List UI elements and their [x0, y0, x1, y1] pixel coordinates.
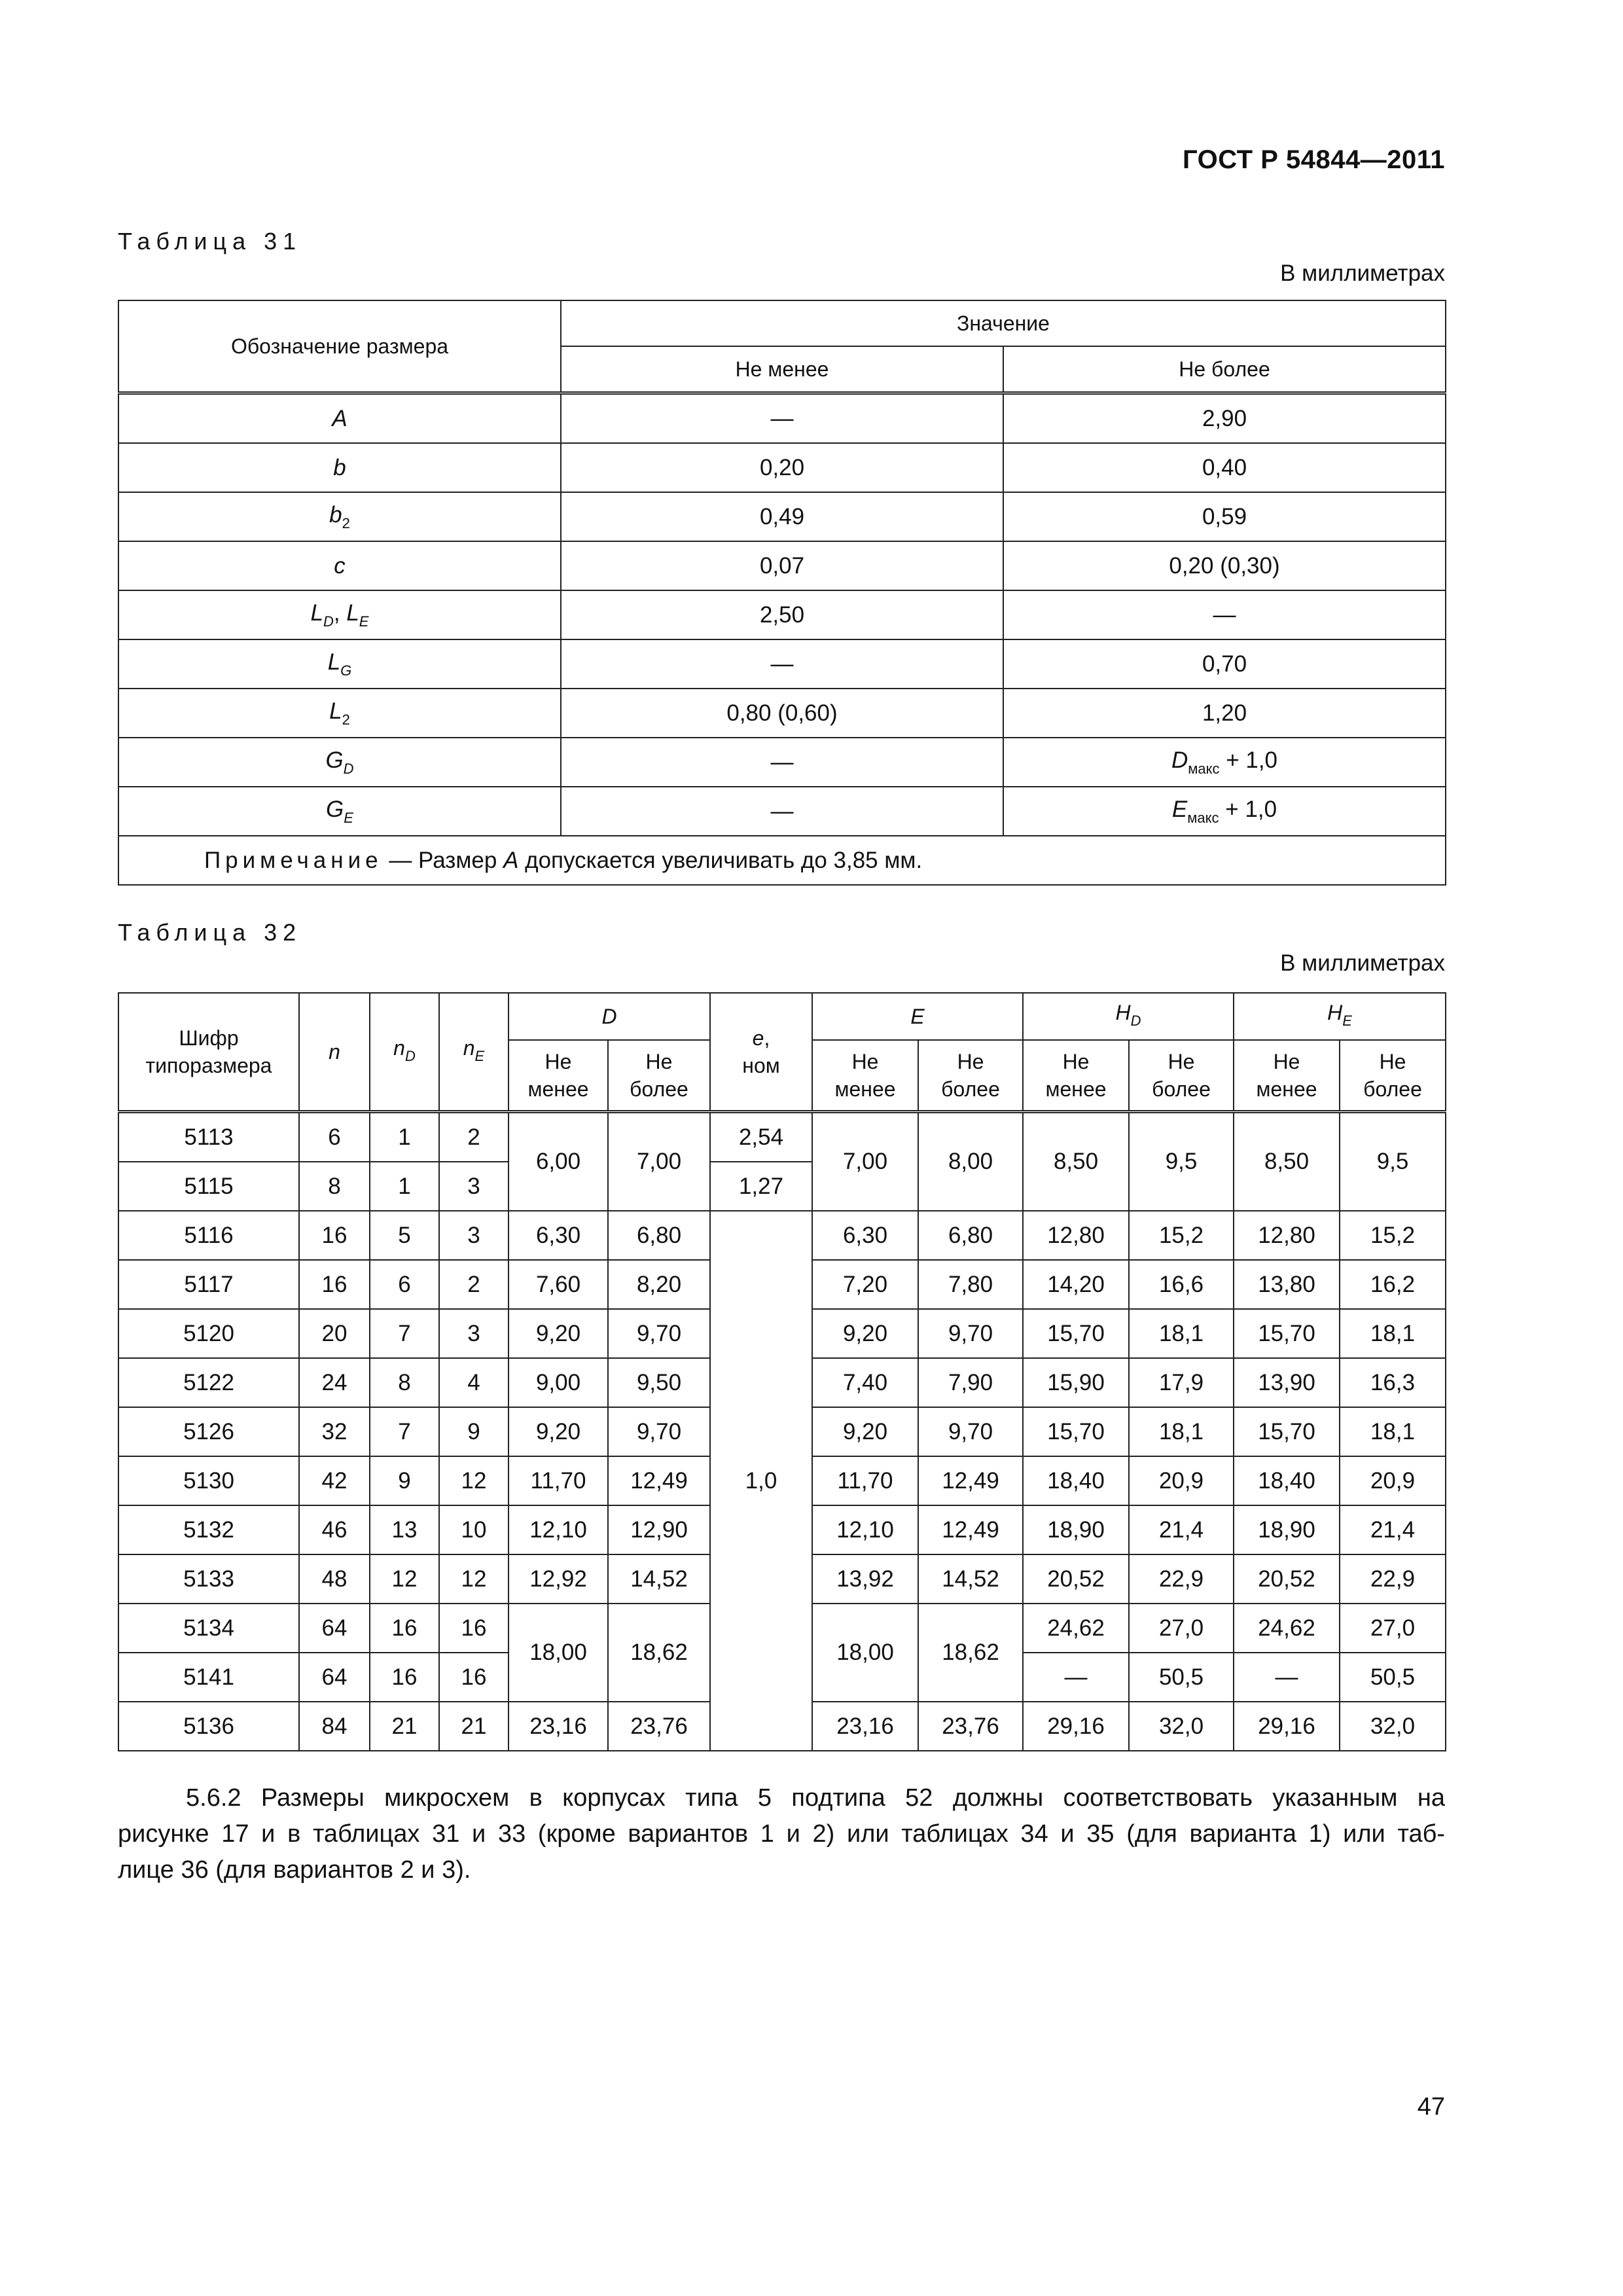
cell-he-min: 15,70	[1234, 1407, 1340, 1456]
cell-max: 0,40	[1003, 443, 1446, 492]
cell-he-min: 18,40	[1234, 1456, 1340, 1505]
cell-n: 24	[299, 1358, 370, 1407]
cell-n: 48	[299, 1554, 370, 1604]
cell-code: 5115	[118, 1162, 299, 1211]
header-min: Не менее	[1023, 1040, 1129, 1112]
cell-nd: 9	[370, 1456, 439, 1505]
header-n: n	[299, 993, 370, 1112]
header-min: Не менее	[812, 1040, 918, 1112]
cell-he-max: 20,9	[1340, 1456, 1446, 1505]
cell-min: —	[561, 738, 1003, 787]
cell-nd: 5	[370, 1211, 439, 1260]
cell-code: 5136	[118, 1702, 299, 1751]
cell-n: 64	[299, 1653, 370, 1702]
cell-designation: $G_D$	[118, 738, 561, 787]
cell-he-min: 13,90	[1234, 1358, 1340, 1407]
cell-e-min: 9,20	[812, 1309, 918, 1358]
cell-code: 5134	[118, 1604, 299, 1653]
table-31-caption: Таблица 31	[118, 228, 302, 255]
cell-designation: $L_G$	[118, 639, 561, 689]
cell-he-min: 13,80	[1234, 1260, 1340, 1309]
cell-ne: 9	[439, 1407, 508, 1456]
cell-he-min: 18,90	[1234, 1505, 1340, 1554]
cell-e-min: 7,40	[812, 1358, 918, 1407]
cell-code: 5141	[118, 1653, 299, 1702]
cell-he-min: 24,62	[1234, 1604, 1340, 1653]
cell-e-max: 9,70	[918, 1407, 1023, 1456]
document-header: ГОСТ Р 54844—2011	[1183, 145, 1445, 174]
cell-e-max: 8,00	[918, 1112, 1023, 1211]
cell-d-max: 6,80	[608, 1211, 710, 1260]
table-row	[118, 1112, 1446, 1162]
cell-nd: 7	[370, 1309, 439, 1358]
cell-hd-max: 18,1	[1129, 1407, 1234, 1456]
cell-d-min: 6,30	[508, 1211, 608, 1260]
cell-e-max: 7,90	[918, 1358, 1023, 1407]
cell-n: 20	[299, 1309, 370, 1358]
cell-ne: 3	[439, 1162, 508, 1211]
cell-e-max: 18,62	[918, 1604, 1023, 1702]
cell-designation: $L_D$, $L_E$	[118, 590, 561, 639]
header-max: Не более	[1129, 1040, 1234, 1112]
cell-max: 0,59	[1003, 492, 1446, 541]
cell-min: 2,50	[561, 590, 1003, 639]
cell-max: 2,90	[1003, 393, 1446, 444]
cell-e-min: 23,16	[812, 1702, 918, 1751]
cell-max: 0,70	[1003, 639, 1446, 689]
cell-he-max: 15,2	[1340, 1211, 1446, 1260]
cell-e-min: 11,70	[812, 1456, 918, 1505]
table-row	[118, 541, 1446, 590]
cell-d-min: 12,10	[508, 1505, 608, 1554]
cell-min: 0,07	[561, 541, 1003, 590]
header-max: Не более	[608, 1040, 710, 1112]
header-d: D	[508, 993, 710, 1040]
cell-d-min: 11,70	[508, 1456, 608, 1505]
cell-n: 84	[299, 1702, 370, 1751]
cell-hd-max: 27,0	[1129, 1604, 1234, 1653]
table-row	[118, 738, 1446, 787]
cell-hd-min: 18,40	[1023, 1456, 1129, 1505]
cell-e-max: 6,80	[918, 1211, 1023, 1260]
cell-min: —	[561, 393, 1003, 444]
cell-n: 42	[299, 1456, 370, 1505]
cell-e-max: 9,70	[918, 1309, 1023, 1358]
table-32-caption: Таблица 32	[118, 919, 302, 946]
cell-ne: 4	[439, 1358, 508, 1407]
cell-n: 46	[299, 1505, 370, 1554]
cell-max: 0,20 (0,30)	[1003, 541, 1446, 590]
cell-he-min: —	[1234, 1653, 1340, 1702]
cell-nd: 12	[370, 1554, 439, 1604]
header-max: Не более	[918, 1040, 1023, 1112]
cell-d-max: 18,62	[608, 1604, 710, 1702]
table-note-row	[118, 836, 1446, 885]
header-hd: $H_D$	[1023, 993, 1234, 1040]
cell-nd: 7	[370, 1407, 439, 1456]
cell-hd-min: 29,16	[1023, 1702, 1129, 1751]
cell-code: 5126	[118, 1407, 299, 1456]
cell-min: 0,20	[561, 443, 1003, 492]
cell-hd-min: 18,90	[1023, 1505, 1129, 1554]
cell-n: 64	[299, 1604, 370, 1653]
cell-n: 6	[299, 1112, 370, 1162]
cell-hd-max: 17,9	[1129, 1358, 1234, 1407]
cell-ne: 2	[439, 1260, 508, 1309]
cell-he-min: 8,50	[1234, 1112, 1340, 1211]
cell-nd: 1	[370, 1112, 439, 1162]
table-row	[118, 639, 1446, 689]
cell-d-max: 14,52	[608, 1554, 710, 1604]
cell-nd: 21	[370, 1702, 439, 1751]
cell-d-max: 7,00	[608, 1112, 710, 1211]
table-31-units: В миллиметрах	[1280, 260, 1445, 286]
cell-hd-max: 9,5	[1129, 1112, 1234, 1211]
cell-n: 16	[299, 1260, 370, 1309]
cell-nd: 13	[370, 1505, 439, 1554]
table-row	[118, 787, 1446, 836]
cell-d-max: 9,70	[608, 1309, 710, 1358]
cell-hd-max: 15,2	[1129, 1211, 1234, 1260]
cell-ne: 12	[439, 1554, 508, 1604]
cell-code: 5113	[118, 1112, 299, 1162]
cell-d-min: 18,00	[508, 1604, 608, 1702]
table-32-units: В миллиметрах	[1280, 950, 1445, 976]
cell-e-nom: 2,54	[710, 1112, 812, 1162]
cell-code: 5120	[118, 1309, 299, 1358]
cell-e-min: 7,00	[812, 1112, 918, 1211]
table-row	[118, 393, 1446, 444]
cell-ne: 3	[439, 1211, 508, 1260]
cell-min: —	[561, 787, 1003, 836]
cell-code: 5133	[118, 1554, 299, 1604]
cell-d-min: 9,20	[508, 1407, 608, 1456]
cell-hd-max: 22,9	[1129, 1554, 1234, 1604]
cell-e-max: 12,49	[918, 1456, 1023, 1505]
cell-max: 1,20	[1003, 689, 1446, 738]
cell-he-max: 32,0	[1340, 1702, 1446, 1751]
cell-nd: 16	[370, 1653, 439, 1702]
header-nd: $n_D$	[370, 993, 439, 1112]
cell-hd-max: 32,0	[1129, 1702, 1234, 1751]
cell-min: 0,49	[561, 492, 1003, 541]
cell-d-min: 12,92	[508, 1554, 608, 1604]
cell-he-max: 22,9	[1340, 1554, 1446, 1604]
cell-code: 5117	[118, 1260, 299, 1309]
cell-code: 5122	[118, 1358, 299, 1407]
cell-e-max: 14,52	[918, 1554, 1023, 1604]
cell-e-min: 6,30	[812, 1211, 918, 1260]
cell-ne: 16	[439, 1604, 508, 1653]
header-e: e, ном	[710, 993, 812, 1112]
cell-e-nom: 1,27	[710, 1162, 812, 1211]
cell-hd-min: 24,62	[1023, 1604, 1129, 1653]
table-32	[118, 992, 1446, 1751]
cell-code: 5116	[118, 1211, 299, 1260]
header-ne: $n_E$	[439, 993, 508, 1112]
table-row	[118, 492, 1446, 541]
cell-e-max: 23,76	[918, 1702, 1023, 1751]
cell-nd: 8	[370, 1358, 439, 1407]
table-note: Примечание — Размер A допускается увеличивать до 3,85 мм.	[118, 836, 1446, 885]
cell-d-min: 6,00	[508, 1112, 608, 1211]
cell-hd-min: —	[1023, 1653, 1129, 1702]
cell-hd-min: 20,52	[1023, 1554, 1129, 1604]
cell-min: —	[561, 639, 1003, 689]
cell-designation: b	[118, 443, 561, 492]
cell-hd-max: 21,4	[1129, 1505, 1234, 1554]
header-he: $H_E$	[1234, 993, 1446, 1040]
cell-he-max: 27,0	[1340, 1604, 1446, 1653]
paragraph-line: 5.6.2 Размеры микросхем в корпусах типа 5 подтипа 52 должны соответствовать указанным на	[186, 1784, 1445, 1812]
cell-designation: $G_E$	[118, 787, 561, 836]
page-number: 47	[1417, 2093, 1445, 2121]
cell-d-max: 9,70	[608, 1407, 710, 1456]
cell-he-max: 16,3	[1340, 1358, 1446, 1407]
cell-e-min: 18,00	[812, 1604, 918, 1702]
header-e-width: E	[812, 993, 1023, 1040]
header-min: Не менее	[508, 1040, 608, 1112]
cell-hd-max: 16,6	[1129, 1260, 1234, 1309]
header-max: Не более	[1003, 346, 1446, 393]
table-row	[118, 689, 1446, 738]
cell-he-max: 16,2	[1340, 1260, 1446, 1309]
table-header-row	[118, 993, 1446, 1040]
header-designation: Обозначение размера	[118, 300, 561, 393]
cell-he-max: 18,1	[1340, 1407, 1446, 1456]
paragraph-line: рисунке 17 и в таблицах 31 и 33 (кроме вариантов 1 и 2) или таблицах 34 и 35 (для варианта 1) или таб-	[118, 1820, 1445, 1848]
cell-n: 16	[299, 1211, 370, 1260]
cell-he-max: 50,5	[1340, 1653, 1446, 1702]
cell-designation: $b_2$	[118, 492, 561, 541]
cell-designation: A	[118, 393, 561, 444]
cell-nd: 6	[370, 1260, 439, 1309]
cell-d-min: 7,60	[508, 1260, 608, 1309]
cell-d-min: 23,16	[508, 1702, 608, 1751]
cell-ne: 2	[439, 1112, 508, 1162]
cell-he-max: 21,4	[1340, 1505, 1446, 1554]
cell-he-min: 15,70	[1234, 1309, 1340, 1358]
cell-e-max: 12,49	[918, 1505, 1023, 1554]
cell-e-max: 7,80	[918, 1260, 1023, 1309]
cell-hd-min: 15,70	[1023, 1309, 1129, 1358]
cell-hd-min: 12,80	[1023, 1211, 1129, 1260]
cell-max: —	[1003, 590, 1446, 639]
cell-he-min: 12,80	[1234, 1211, 1340, 1260]
header-max: Не более	[1340, 1040, 1446, 1112]
cell-n: 8	[299, 1162, 370, 1211]
cell-d-min: 9,20	[508, 1309, 608, 1358]
table-31	[118, 300, 1446, 886]
header-code: Шифр типоразмера	[118, 993, 299, 1112]
cell-designation: c	[118, 541, 561, 590]
header-value: Значение	[561, 300, 1446, 346]
cell-code: 5132	[118, 1505, 299, 1554]
cell-n: 32	[299, 1407, 370, 1456]
cell-e-min: 7,20	[812, 1260, 918, 1309]
cell-hd-min: 14,20	[1023, 1260, 1129, 1309]
cell-hd-max: 18,1	[1129, 1309, 1234, 1358]
cell-he-min: 20,52	[1234, 1554, 1340, 1604]
cell-ne: 10	[439, 1505, 508, 1554]
header-min: Не менее	[561, 346, 1003, 393]
table-row	[118, 590, 1446, 639]
cell-nd: 16	[370, 1604, 439, 1653]
body-paragraph	[118, 1780, 1445, 1888]
cell-e-min: 9,20	[812, 1407, 918, 1456]
cell-d-max: 8,20	[608, 1260, 710, 1309]
cell-max: $E_{макс} + 1,0$	[1003, 787, 1446, 836]
cell-ne: 16	[439, 1653, 508, 1702]
cell-max: $D_{макс} + 1,0$	[1003, 738, 1446, 787]
table-header-row	[118, 300, 1446, 346]
cell-hd-min: 15,70	[1023, 1407, 1129, 1456]
cell-ne: 3	[439, 1309, 508, 1358]
cell-hd-max: 50,5	[1129, 1653, 1234, 1702]
header-min: Не менее	[1234, 1040, 1340, 1112]
cell-d-max: 9,50	[608, 1358, 710, 1407]
cell-he-max: 18,1	[1340, 1309, 1446, 1358]
cell-d-max: 23,76	[608, 1702, 710, 1751]
cell-e-min: 12,10	[812, 1505, 918, 1554]
cell-hd-min: 8,50	[1023, 1112, 1129, 1211]
cell-d-max: 12,90	[608, 1505, 710, 1554]
table-row	[118, 443, 1446, 492]
cell-min: 0,80 (0,60)	[561, 689, 1003, 738]
paragraph-line: лице 36 (для вариантов 2 и 3).	[118, 1856, 471, 1884]
cell-hd-max: 20,9	[1129, 1456, 1234, 1505]
cell-ne: 12	[439, 1456, 508, 1505]
cell-he-max: 9,5	[1340, 1112, 1446, 1211]
cell-hd-min: 15,90	[1023, 1358, 1129, 1407]
cell-d-min: 9,00	[508, 1358, 608, 1407]
cell-e-min: 13,92	[812, 1554, 918, 1604]
cell-nd: 1	[370, 1162, 439, 1211]
cell-code: 5130	[118, 1456, 299, 1505]
cell-d-max: 12,49	[608, 1456, 710, 1505]
cell-he-min: 29,16	[1234, 1702, 1340, 1751]
cell-ne: 21	[439, 1702, 508, 1751]
table-row	[118, 1211, 1446, 1260]
cell-designation: $L_2$	[118, 689, 561, 738]
cell-e-nom: 1,0	[710, 1211, 812, 1751]
